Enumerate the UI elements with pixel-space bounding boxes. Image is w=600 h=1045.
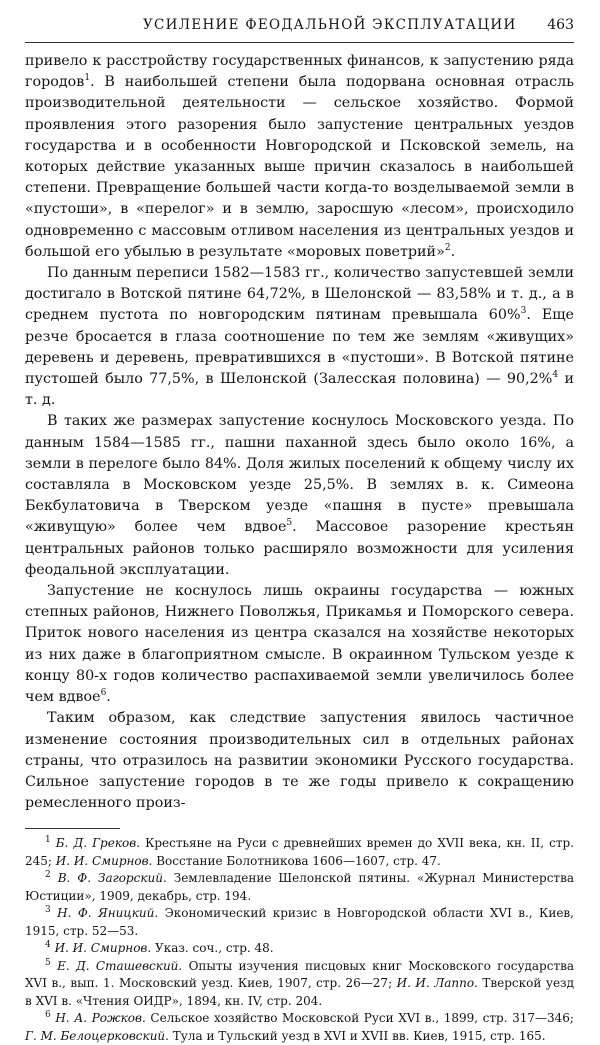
footnotes bbox=[25, 835, 574, 1045]
footnote-ref: 6 bbox=[100, 688, 107, 699]
footnote-ref: 3 bbox=[520, 306, 527, 317]
paragraph-2: По данным переписи 1582—1583 гг., количество запустевшей земли достигало в Вотской пятине 64,72%, в Шелонской — 83,58% и т. д., а в среднем пустота по новгородским пятинам превышала 60%$^3$. Еще резче бросается в глаза соотношение по тем же землям «живущих» деревень и деревень, превратившихся в «пустоши». В Вотской пятине пустошей было 77,5%, в Шелонской (Залесская половина) — 90,2%$^4$ и т. д. bbox=[25, 265, 575, 409]
running-title: УСИЛЕНИЕ ФЕОДАЛЬНОЙ ЭКСПЛУАТАЦИИ bbox=[143, 17, 517, 33]
paragraph-1: привело к расстройству государственных финансов, к запустению ряда городов$^1$. В наибольшей степени была подорвана основная отрасль производительной деятельности — сельское хозяйство. Формой проявления этого разорения было запустение центральных уездов государства и в особенности Новгородской и Псковской земель, на которых действие указанных выше причин сказалось в наибольшей степени. Превращение большей части когда-то возделываемой земли в «пустоши», в «перелог» и в землю, заросшую «лесом», происходило одновременно с массовым отливом населения из центральных уездов и большой его убылью в результате «моровых поветрий»$^2$. bbox=[25, 53, 574, 260]
footnote-6: $^6$ Н. А. Рожков. Сельское хозяйство Московской Руси XVI в., 1899, стр. 317—346; Г. М. Белоцерковский. Тула и Тульский уезд в XVI и XVII вв. Киев, 1915, стр. 165. bbox=[25, 1010, 574, 1043]
main-text bbox=[25, 51, 574, 814]
footnote-1: $^1$ Б. Д. Греков. Крестьяне на Руси с древнейших времен до XVII века, кн. II, стр. 245; И. И. Смирнов. Восстание Болотникова 1606—1607, стр. 47. bbox=[25, 835, 575, 868]
paragraph-4: Запустение не коснулось лишь окраины государства — южных степных районов, Нижнего Поволжья, Прикамья и Поморского севера. Приток нового населения из центра сказался на хозяйстве некоторых из них даже в благоприятном смысле. В окраинном Тульском уезде к концу 80-х годов количество распахиваемой земли увеличилось более чем вдвое$^6$. bbox=[25, 583, 574, 706]
running-header bbox=[25, 14, 574, 43]
footnote-divider bbox=[25, 828, 120, 829]
footnote-2: $^2$ В. Ф. Загорский. Землевладение Шелонской пятины. «Журнал Министерства Юстиции», 1909, декабрь, стр. 194. bbox=[25, 870, 574, 903]
footnote-ref: 1 bbox=[84, 73, 91, 84]
page-number: 463 bbox=[547, 17, 574, 33]
footnote-ref: 4 bbox=[552, 370, 559, 381]
footnote-3: $^3$ Н. Ф. Яницкий. Экономический кризис в Новгородской области XVI в., Киев, 1915, стр. 52—53. bbox=[25, 905, 574, 938]
footnote-ref: 2 bbox=[444, 243, 451, 254]
paragraph-3: В таких же размерах запустение коснулось Московского уезда. По данным 1584—1585 гг., пашни паханной здесь было около 16%, а земли в перелоге было 84%. Доля жилых поселений к общему числу их составляла в Московском уезде 25,5%. В землях в. к. Симеона Бекбулатовича в Тверском уезде «пашня в пусте» превышала «живущую» более чем вдвое$^5$. Массовое разорение крестьян центральных районов только расширяло возможности для усиления феодальной эксплуатации. bbox=[25, 413, 574, 578]
paragraph-5: Таким образом, как следствие запустения явилось частичное изменение состояния производительных сил в отдельных районах страны, что отразилось на развитии экономики Русского государства. Сильное запустение городов в те же годы привело к сокращению ремесленного произ- bbox=[25, 710, 574, 812]
footnote-5: $^5$ Е. Д. Сташевский. Опыты изучения писцовых книг Московского государства XVI в., вып. 1. Московский уезд. Киев, 1907, стр. 26—27; И. И. Лаппо. Тверской уезд в XVI в. «Чтения ОИДР», 1894, кн. IV, стр. 204. bbox=[25, 957, 574, 1008]
footnote-ref: 5 bbox=[286, 518, 293, 529]
footnote-4: $^4$ И. И. Смирнов. Указ. соч., стр. 48. bbox=[45, 940, 274, 956]
